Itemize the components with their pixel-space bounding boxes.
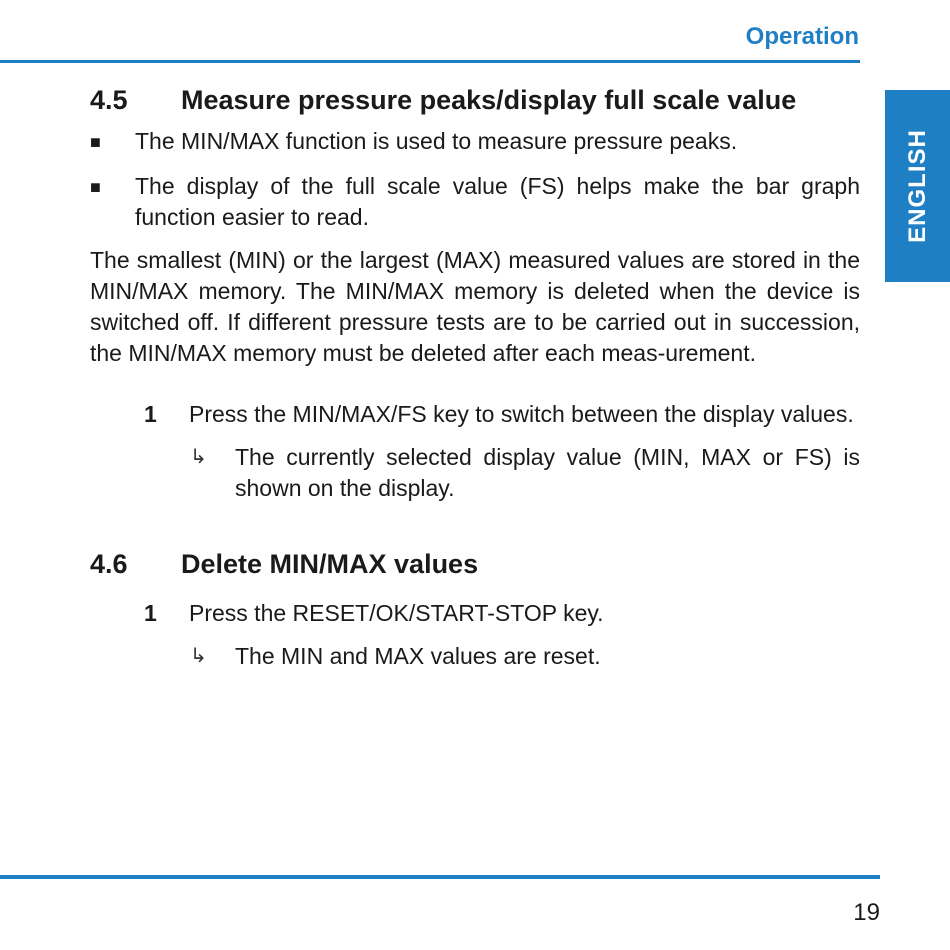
page-content: [90, 82, 860, 672]
page-number: 19: [853, 899, 880, 926]
bullet-square-icon: ■: [90, 177, 101, 197]
section-number: 4.5: [90, 85, 128, 115]
language-tab-label: ENGLISH: [903, 129, 931, 243]
instruction-step: [144, 598, 860, 629]
section-heading-4-6: [90, 546, 860, 582]
list-item: [90, 171, 860, 233]
step-number: 1: [144, 401, 157, 427]
step-result: [190, 641, 860, 672]
step-number: 1: [144, 600, 157, 626]
section-heading-4-5: [90, 82, 860, 118]
body-paragraph: The smallest (MIN) or the largest (MAX) measured values are stored in the MIN/MAX memory. The MIN/MAX memory is deleted when the device is switched off. If different pressure tests are to be carried out in succession, the MIN/MAX memory must be deleted after each meas-urement.: [90, 247, 860, 366]
language-tab: [885, 90, 950, 282]
result-arrow-icon: ↳: [190, 645, 207, 667]
result-arrow-icon: ↳: [190, 446, 207, 468]
bullet-text: The MIN/MAX function is used to measure pressure peaks.: [135, 128, 738, 154]
result-text: The currently selected display value (MIN, MAX or FS) is shown on the display.: [235, 444, 860, 501]
header-rule: [0, 60, 860, 63]
instruction-step: [144, 399, 860, 430]
result-text: The MIN and MAX values are reset.: [235, 643, 601, 669]
step-text: Press the MIN/MAX/FS key to switch between the display values.: [189, 401, 854, 427]
bullet-text: The display of the full scale value (FS) helps make the bar graph function easier to read.: [135, 173, 860, 230]
step-text: Press the RESET/OK/START-STOP key.: [189, 600, 604, 626]
list-item: [90, 126, 860, 159]
bullet-square-icon: ■: [90, 132, 101, 152]
section-title: Measure pressure peaks/display full scale value: [181, 85, 797, 115]
section-title: Delete MIN/MAX values: [181, 549, 479, 579]
bullet-list: [90, 126, 860, 233]
step-result: [190, 442, 860, 504]
header-section-label: Operation: [745, 23, 859, 50]
footer-rule: [0, 875, 880, 879]
section-number: 4.6: [90, 549, 128, 579]
